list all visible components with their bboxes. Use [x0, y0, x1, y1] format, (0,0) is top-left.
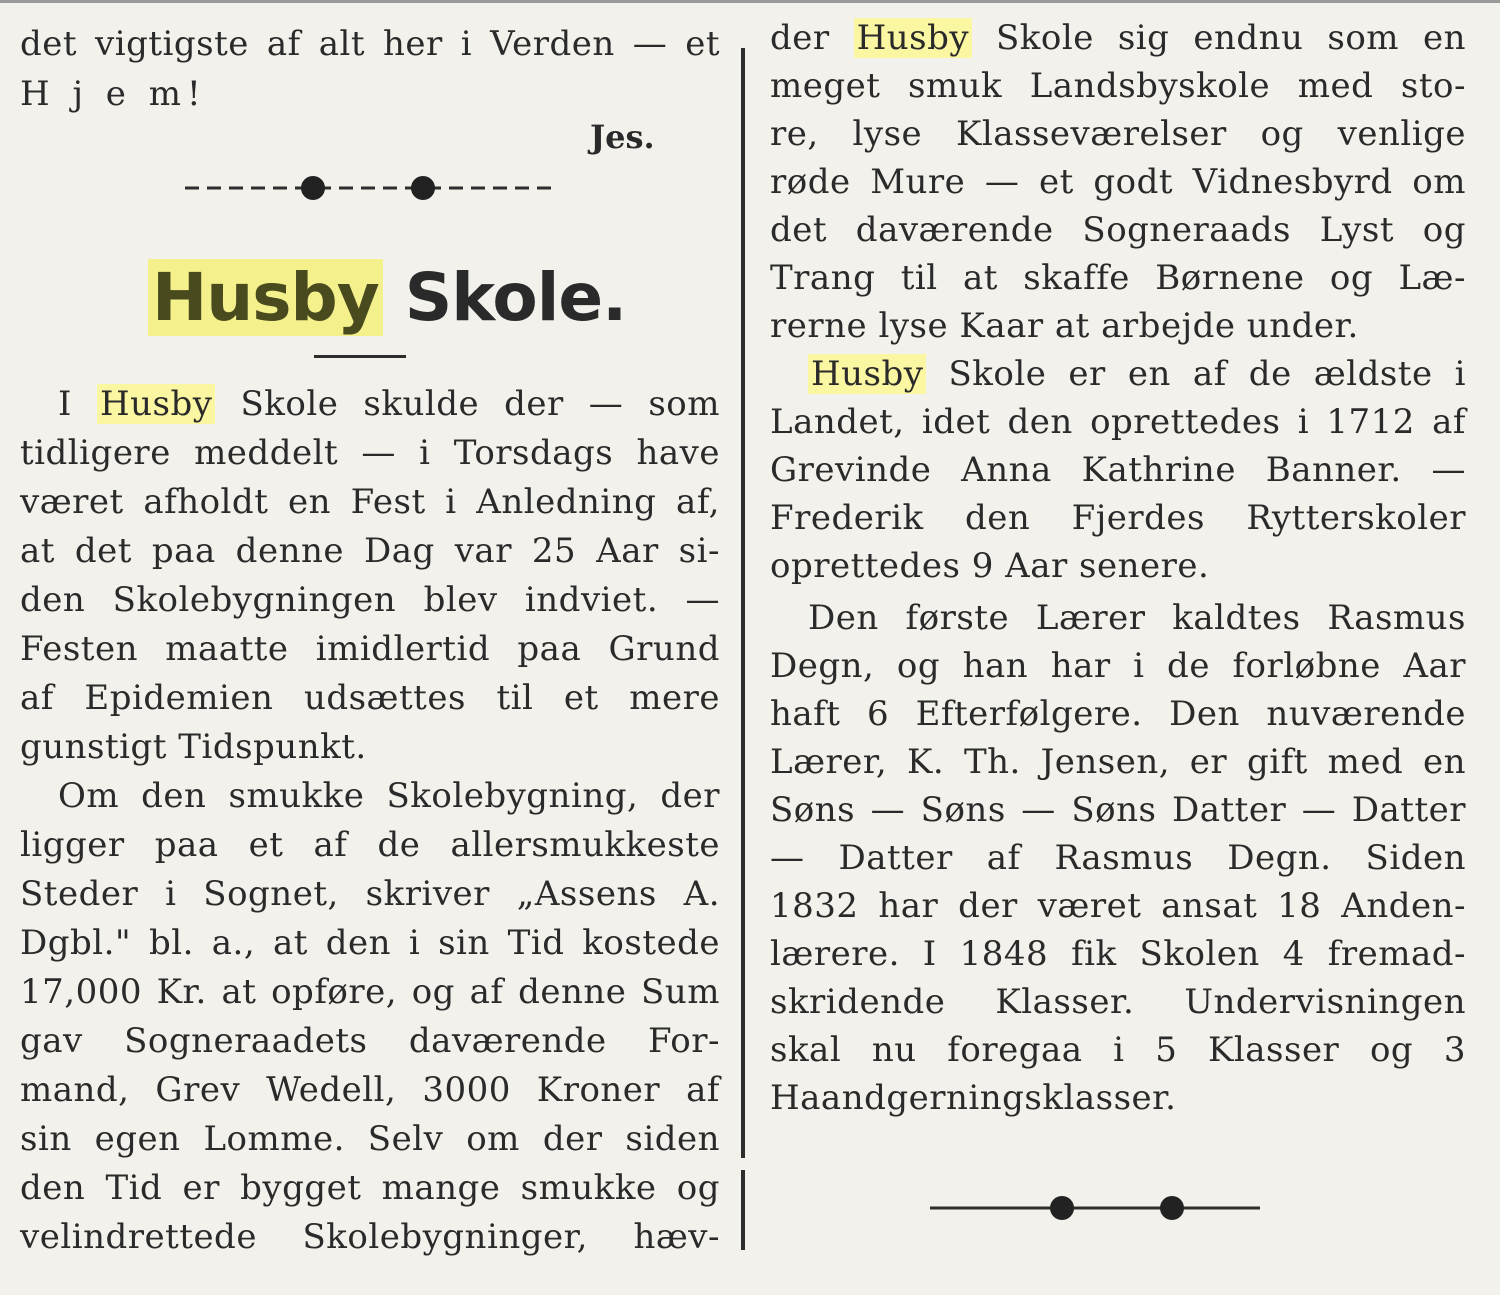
headline-rest: Skole. — [404, 259, 627, 336]
headline-highlight: Husby — [148, 259, 383, 336]
text-line — [770, 18, 1466, 58]
text-line: Den første Lærer kaldtes Rasmus — [808, 598, 1466, 638]
top-border-rule — [0, 0, 1500, 3]
text-line — [20, 384, 720, 424]
text-line: Landet, idet den oprettedes i 1712 af — [770, 402, 1466, 442]
text-line: lærere. I 1848 fik Skolen 4 fremad- — [770, 934, 1466, 974]
text-line: rerne lyse Kaar at arbejde under. — [770, 306, 1359, 346]
ornament-dot — [1050, 1196, 1074, 1220]
ornament-divider-bottom — [930, 1190, 1260, 1226]
text-line: haft 6 Efterfølgere. Den nuværende — [770, 694, 1466, 734]
search-highlight: Husby — [808, 354, 926, 394]
text-line: røde Mure — et godt Vidnesbyrd om — [770, 162, 1466, 202]
text-line: Grevinde Anna Kathrine Banner. — — [770, 450, 1466, 490]
text-line: Dgbl." bl. a., at den i sin Tid kostede — [20, 923, 720, 963]
text-line: Haandgerningsklasser. — [770, 1078, 1177, 1118]
text-line: meget smuk Landsbyskole med sto- — [770, 66, 1466, 106]
text-line: sin egen Lomme. Selv om der siden — [20, 1119, 720, 1159]
text-line: Trang til at skaffe Børnene og Læ- — [770, 258, 1466, 298]
text-line: gunstigt Tidspunkt. — [20, 727, 367, 767]
text-line: den Skolebygningen blev indviet. — — [20, 580, 720, 620]
headline-rule — [314, 355, 406, 358]
text-line: Lærer, K. Th. Jensen, er gift med en — [770, 742, 1466, 782]
text-fragment: Skole sig endnu som en — [996, 18, 1466, 58]
text-line: Frederik den Fjerdes Rytterskoler — [770, 498, 1466, 538]
text-fragment: Skole er en af de ældste i — [948, 354, 1466, 394]
text-line: Festen maatte imidlertid paa Grund — [20, 629, 720, 669]
text-line: skridende Klasser. Undervisningen — [770, 982, 1466, 1022]
text-line: — Datter af Rasmus Degn. Siden — [770, 838, 1466, 878]
headline — [148, 258, 627, 338]
text-line: det daværende Sogneraads Lyst og — [770, 210, 1466, 250]
text-line: Degn, og han har i de forløbne Aar — [770, 646, 1466, 686]
signature: Jes. — [590, 118, 655, 156]
text-line: af Epidemien udsættes til et mere — [20, 678, 720, 718]
search-highlight: Husby — [854, 18, 972, 58]
text-line: oprettedes 9 Aar senere. — [770, 546, 1210, 586]
search-highlight: Husby — [97, 384, 215, 424]
column-rule-lower — [741, 1170, 745, 1250]
text-line: skal nu foregaa i 5 Klasser og 3 — [770, 1030, 1466, 1070]
text-fragment: der — [770, 18, 830, 58]
text-line: re, lyse Klasseværelser og venlige — [770, 114, 1466, 154]
text-line: det vigtigste af alt her i Verden — et — [20, 24, 720, 64]
ornament-dot — [411, 176, 435, 200]
text-line: ligger paa et af de allersmukkeste — [20, 825, 720, 865]
text-line: været afholdt en Fest i Anledning af, — [20, 482, 720, 522]
ornament-dot — [1160, 1196, 1184, 1220]
text-line: Steder i Sognet, skriver „Assens A. — [20, 874, 720, 914]
text-line — [770, 354, 1466, 394]
ornament-dot — [301, 176, 325, 200]
text-line: tidligere meddelt — i Torsdags have — [20, 433, 720, 473]
text-line: den Tid er bygget mange smukke og — [20, 1168, 720, 1208]
column-rule — [741, 48, 745, 1158]
text-line: at det paa denne Dag var 25 Aar si- — [20, 531, 720, 571]
text-line: velindrettede Skolebygninger, hæv- — [20, 1217, 720, 1257]
text-line: 1832 har der været ansat 18 Anden- — [770, 886, 1466, 926]
text-line: mand, Grev Wedell, 3000 Kroner af — [20, 1070, 720, 1110]
text-line: Søns — Søns — Søns Datter — Datter — [770, 790, 1466, 830]
text-line: H j e m! — [20, 74, 207, 114]
text-fragment: Skole skulde der — som — [240, 384, 721, 424]
text-line: gav Sogneraadets daværende For- — [20, 1021, 720, 1061]
text-fragment: I — [58, 384, 72, 424]
ornament-divider-top — [185, 170, 555, 206]
text-line: Om den smukke Skolebygning, der — [58, 776, 720, 816]
text-line: 17,000 Kr. at opføre, og af denne Sum — [20, 972, 720, 1012]
